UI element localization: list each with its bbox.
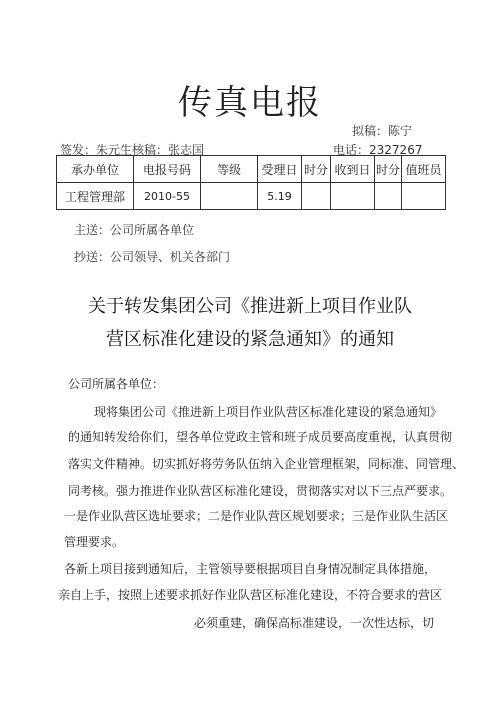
table-header-cell: 等级 — [201, 156, 258, 183]
table-header-cell: 值班员 — [402, 156, 446, 183]
notice-heading-line1: 关于转发集团公司《推进新上项目作业队 — [88, 296, 412, 317]
body-line: 的通知转发给你们，望各单位党政主管和班子成员要高度重视，认真贯彻 — [68, 430, 453, 444]
table-cell — [331, 183, 375, 210]
cc-recipient: 抄送：公司领导、机关各部门 — [74, 250, 231, 264]
phone-number: 2327267 — [369, 143, 423, 157]
notice-heading-line2: 营区标准化建设的紧急通知》的通知 — [106, 329, 394, 350]
body-line: 各新上项目接到通知后，主管领导要根据项目自身情况制定具体措施， — [64, 562, 437, 576]
drafter-label: 拟稿：陈宁 — [352, 124, 413, 138]
body-line: 现将集团公司《推进新上项目作业队营区标准化建设的紧急通知》 — [94, 405, 443, 419]
table-row — [57, 183, 446, 210]
body-line: 落实文件精神。切实抓好将劳务队伍纳入企业管理框架，同标准、同管理、 — [68, 457, 465, 471]
body-line: 必须重建，确保高标准建设，一次性达标，切 — [194, 616, 435, 630]
table-header-row — [57, 156, 446, 183]
main-recipient: 主送：公司所属各单位 — [74, 223, 195, 237]
table-cell: 5.19 — [258, 183, 302, 210]
salutation: 公司所属各单位： — [68, 377, 165, 391]
checker-label: 核稿：张志国 — [132, 143, 205, 157]
body-line: 亲自上手，按照上述要求抓好作业队营区标准化建设，不符合要求的营区 — [58, 588, 443, 602]
table-cell: 工程管理部 — [57, 183, 134, 210]
phone-label: 电话： — [333, 143, 370, 157]
table-header-cell: 承办单位 — [57, 156, 134, 183]
table-cell — [375, 183, 402, 210]
document-title: 传真电报 — [178, 83, 322, 123]
table-header-cell: 时分 — [302, 156, 331, 183]
fax-info-table — [56, 155, 446, 210]
table-cell — [402, 183, 446, 210]
table-header-cell: 受理日 — [258, 156, 302, 183]
body-line: 管理要求。 — [64, 535, 125, 549]
body-line: 一是作业队营区选址要求；二是作业队营区规划要求；三是作业队生活区 — [64, 509, 449, 523]
table-header-cell: 时分 — [375, 156, 402, 183]
table-cell — [302, 183, 331, 210]
table-header-cell: 电报号码 — [134, 156, 201, 183]
body-line: 同考核。强力推进作业队营区标准化建设，贯彻落实对以下三点严要求。 — [68, 484, 453, 498]
table-cell — [201, 183, 258, 210]
table-header-cell: 收到日 — [331, 156, 375, 183]
signer-label: 签发：朱元生 — [60, 143, 133, 157]
table-cell: 2010-55 — [134, 183, 201, 210]
